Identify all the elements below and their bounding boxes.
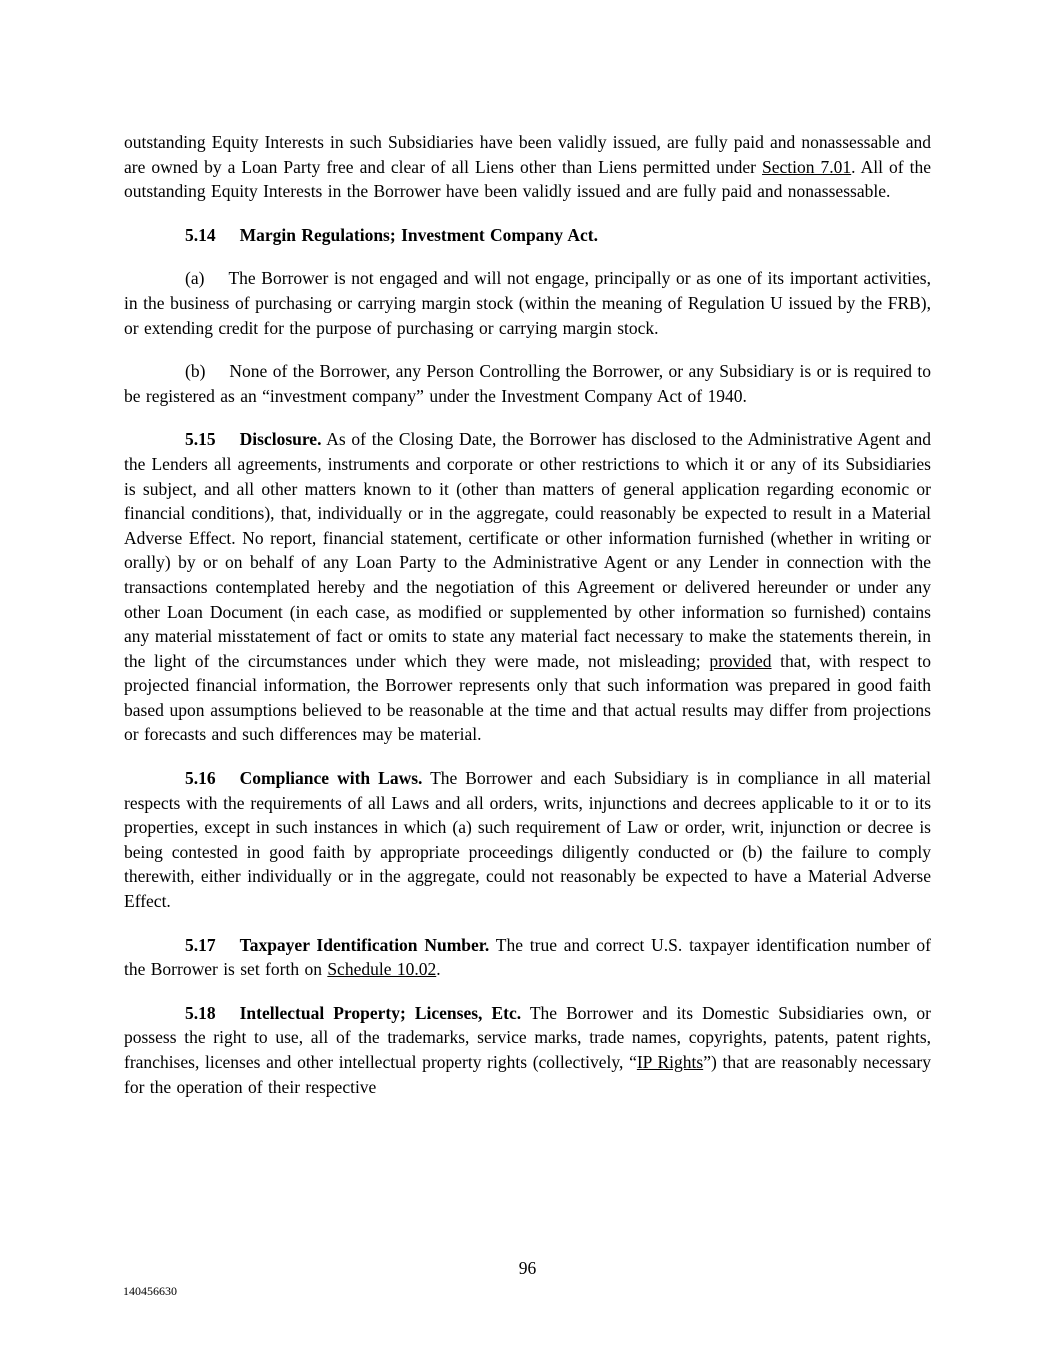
paragraph-5-15-disclosure: 5.15 Disclosure. As of the Closing Date, the Borrower has disclosed to the Administrative Agent and the Lenders all agreements, instruments and corporate or other restrictions to which it or any of its Subsidiaries is subject, and all other matters known to it (other than matters of general application regarding economic or financial conditions), that, individually or in the aggregate, could reasonably be expected to result in a Material Adverse Effect. No report, financial statement, certificate or other information furnished (whether in writing or orally) by or on behalf of any Loan Party to the Administrative Agent or any Lender in connection with the transactions contemplated hereby and the negotiation of this Agreement or delivered hereunder or under any other Loan Document (in each case, as modified or supplemented by other information so furnished) contains any material misstatement of fact or omits to state any material fact necessary to make the statements therein, in the light of the circumstances under which they were made, not misleading; provided that, with respect to projected financial information, the Borrower represents only that such information was prepared in good faith based upon assumptions believed to be reasonable at the time and that actual results may differ from projections or forecasts and such differences may be material. bbox=[124, 429, 931, 745]
paragraph-continuation: outstanding Equity Interests in such Subsidiaries have been validly issued, are fully paid and nonassessable and are owned by a Loan Party free and clear of all Liens other than Liens permitted under Section 7.01. All of the outstanding Equity Interests in the Borrower have been validly issued and are fully paid and nonassessable. bbox=[124, 132, 931, 202]
paragraph-5-14-a: (a) The Borrower is not engaged and will not engage, principally or as one of its important activities, in the business of purchasing or carrying margin stock (within the meaning of Regulation U issued by the FRB), or extending credit for the purpose of purchasing or carrying margin stock. bbox=[124, 268, 931, 338]
paragraph-5-18-intellectual-property: 5.18 Intellectual Property; Licenses, Etc. The Borrower and its Domestic Subsidiaries own, or possess the right to use, all of the trademarks, service marks, trade names, copyrights, patents, patent rights, franchises, licenses and other intellectual property rights (collectively, “IP Rights”) that are reasonably necessary for the operation of their respective bbox=[124, 1002, 931, 1097]
paragraph-5-14-b: (b) None of the Borrower, any Person Controlling the Borrower, or any Subsidiary is or is required to be registered as an “investment company” under the Investment Company Act of 1940. bbox=[124, 361, 931, 406]
page-number: 96 bbox=[518, 1258, 537, 1278]
paragraph-5-17-taxpayer-identification: 5.17 Taxpayer Identification Number. The true and correct U.S. taxpayer identification number of the Borrower is set forth on Schedule 10.02. bbox=[124, 934, 931, 980]
document-body bbox=[124, 130, 931, 1118]
paragraph-5-16-compliance-with-laws: 5.16 Compliance with Laws. The Borrower and each Subsidiary is in compliance in all material respects with the requirements of all Laws and all orders, writs, injunctions and decrees applicable to it or to its properties, except in such instances in which (a) such requirement of Law or order, writ, injunction or decree is being contested in good faith by appropriate proceedings diligently conducted or (b) the failure to comply therewith, either individually or in the aggregate, could not reasonably be expected to have a Material Adverse Effect. bbox=[124, 768, 931, 912]
section-heading-5-14: 5.14 Margin Regulations; Investment Company Act. bbox=[185, 224, 598, 245]
document-id-footer: 140456630 bbox=[123, 1284, 177, 1298]
